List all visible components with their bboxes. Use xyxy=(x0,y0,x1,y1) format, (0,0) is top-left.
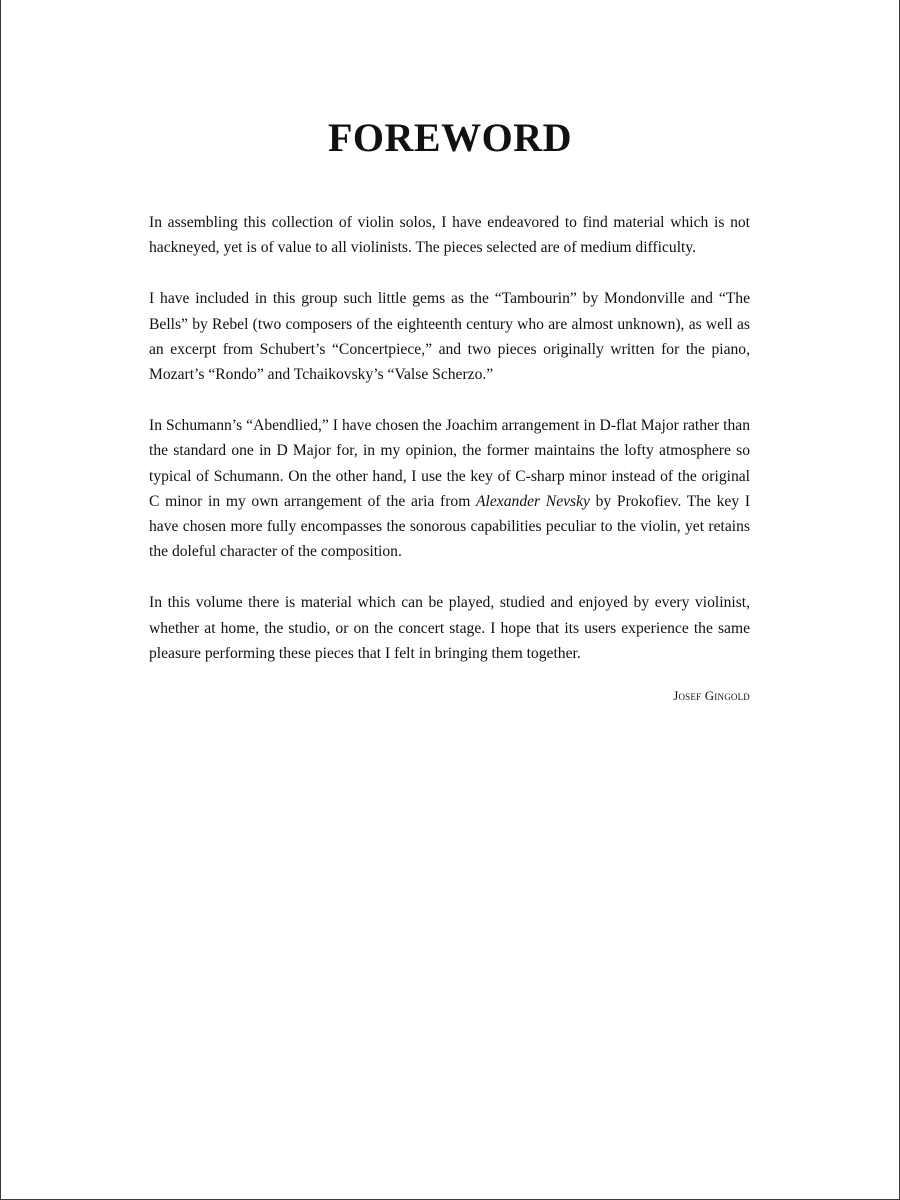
paragraph-3-text-start: In Schumann’s “Abendlied,” I have chosen the Joachim arrangement in D-flat Major rather than the standard one in D Major for, in my opinion, the former maintains the lofty atmosphere so typical of Schumann. On the other hand, I use the key of C-sharp minor instead of the original C minor in my own arrangement of the aria from xyxy=(149,417,750,510)
foreword-body xyxy=(149,210,750,692)
paragraph-3-italic-title: Alexander Nevsky xyxy=(476,492,590,510)
paragraph-4: In this volume there is material which can be played, studied and enjoyed by every violinist, whether at home, the studio, or on the concert stage. I hope that its users experience the same pleasure performing these pieces that I felt in bringing them together. xyxy=(149,594,750,662)
paragraph-3 xyxy=(149,413,750,564)
paragraph-2: I have included in this group such little gems as the “Tambourin” by Mondonville and “The Bells” by Rebel (two composers of the eighteenth century who are almost unknown), as well as an excerpt from Schubert’s “Concertpiece,” and two pieces originally written for the piano, Mozart’s “Rondo” and Tchaikovsky’s “Valse Scherzo.” xyxy=(149,290,750,384)
author-signature: Josef Gingold xyxy=(673,688,750,703)
page-title: FOREWORD xyxy=(328,115,572,160)
paragraph-1: In assembling this collection of violin solos, I have endeavored to find material which is not hackneyed, yet is of value to all violinists. The pieces selected are of medium difficulty. xyxy=(149,214,750,257)
paragraph-3-text-end: by Prokofiev. The key I have chosen more fully encompasses the sonorous capabilities peculiar to the violin, yet retains the doleful character of the composition. xyxy=(149,492,751,561)
